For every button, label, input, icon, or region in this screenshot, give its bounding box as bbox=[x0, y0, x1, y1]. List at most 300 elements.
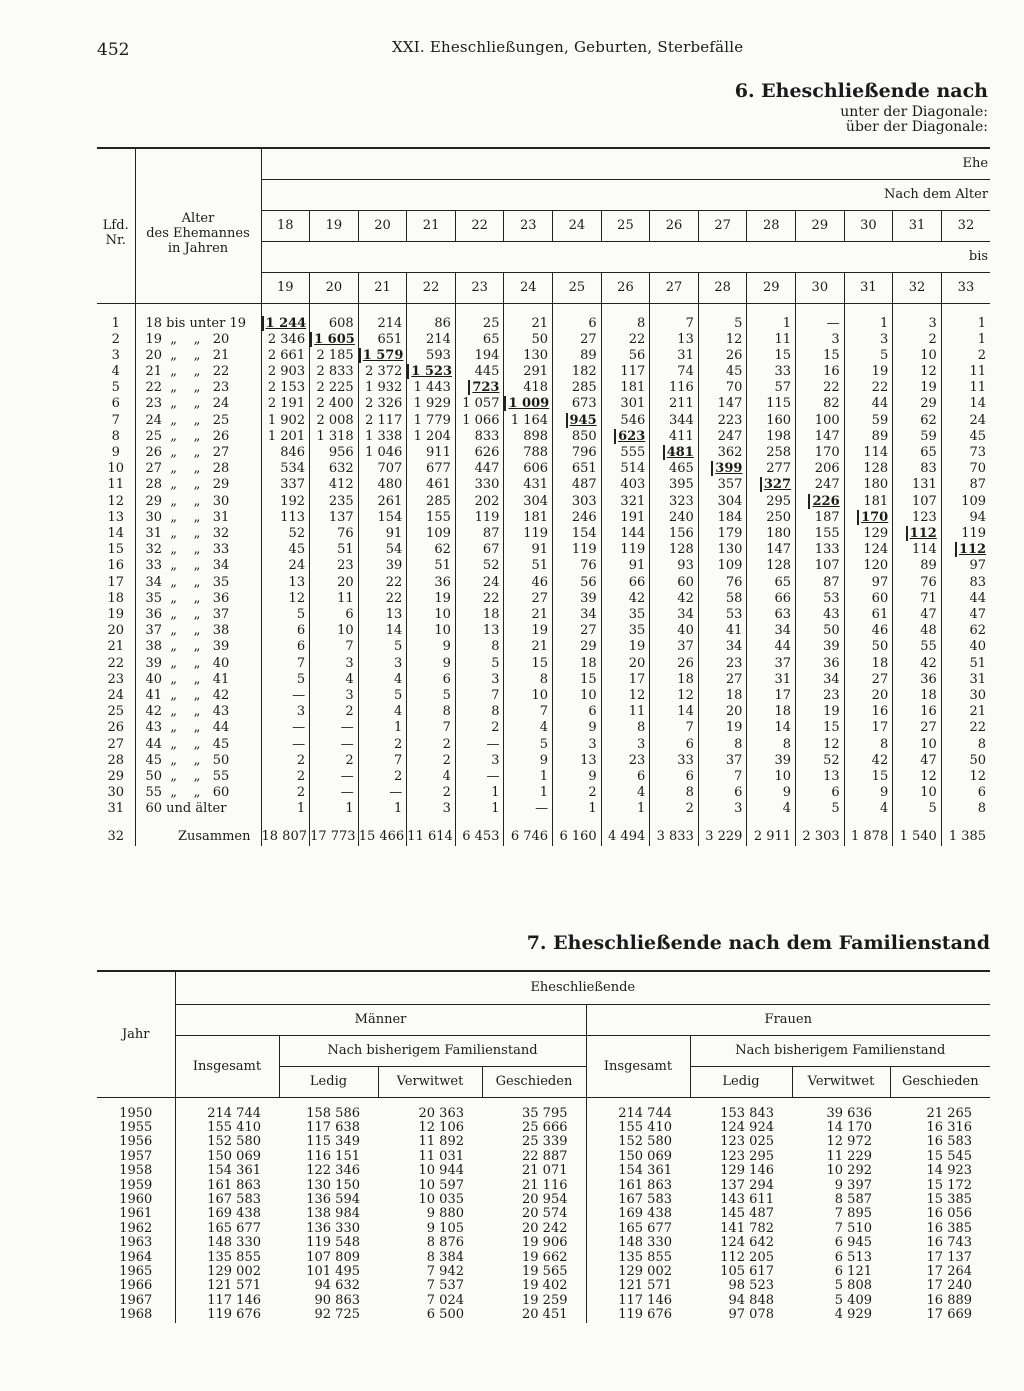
header-women-verwitwet: Verwitwet bbox=[792, 1066, 890, 1097]
table-cell: 121 571 bbox=[586, 1279, 690, 1293]
table-cell: 6 bbox=[553, 303, 602, 332]
row-number: 11 bbox=[97, 477, 135, 493]
table-cell: 92 725 bbox=[314, 1307, 360, 1323]
diagonal-value: 1 523 bbox=[407, 364, 452, 379]
table-cell: 124 642 bbox=[720, 1235, 774, 1251]
table-cell: 17 669 bbox=[926, 1307, 973, 1323]
table-cell: 1 929 bbox=[407, 396, 456, 412]
table-cell: 54 bbox=[358, 542, 407, 558]
table-cell: 9 880 bbox=[426, 1206, 464, 1222]
table-cell: 7 bbox=[358, 753, 407, 769]
header-bis: bis bbox=[261, 241, 990, 272]
table-cell: 677 bbox=[407, 461, 456, 477]
table-cell: 87 bbox=[796, 575, 845, 591]
table-cell: 235 bbox=[310, 494, 359, 510]
table-cell: 3 bbox=[553, 737, 602, 753]
year-cell: 1950 bbox=[119, 1105, 153, 1121]
header-to-age: 28 bbox=[698, 272, 747, 303]
table-row bbox=[97, 720, 990, 736]
table-cell: 147 bbox=[698, 396, 747, 412]
table-cell: 11 bbox=[310, 591, 359, 607]
table-cell: 27 bbox=[698, 672, 747, 688]
table-cell: 117 146 bbox=[586, 1294, 690, 1308]
header-men-insgesamt: Insgesamt bbox=[175, 1035, 279, 1097]
table-row bbox=[97, 607, 990, 623]
table-cell: 135 855 bbox=[175, 1251, 279, 1265]
row-number: 5 bbox=[97, 380, 135, 396]
row-age-group: 35 „ „ 36 bbox=[135, 591, 261, 607]
table-cell: 19 bbox=[796, 704, 845, 720]
table-cell: 5 bbox=[698, 303, 747, 332]
table-cell: 17 264 bbox=[926, 1263, 973, 1279]
table-cell: 8 bbox=[698, 737, 747, 753]
table-cell: 13 bbox=[261, 575, 310, 591]
total-label: Zusammen bbox=[135, 818, 261, 846]
table-row bbox=[97, 1308, 990, 1322]
row-number: 12 bbox=[97, 494, 135, 510]
table-cell: 303 bbox=[553, 494, 602, 510]
table-cell: 626 bbox=[455, 445, 504, 461]
table-cell: 165 677 bbox=[586, 1222, 690, 1236]
table-cell: 27 bbox=[553, 623, 602, 639]
diagonal-value: 112 bbox=[906, 526, 937, 541]
table-cell: 133 bbox=[796, 542, 845, 558]
table-cell: 20 bbox=[844, 688, 893, 704]
table-cell: 114 bbox=[844, 445, 893, 461]
table-cell: 22 bbox=[358, 575, 407, 591]
header-to-age: 33 bbox=[941, 272, 990, 303]
table-cell: 107 bbox=[796, 558, 845, 574]
table-cell: 130 bbox=[698, 542, 747, 558]
table-cell: 20 242 bbox=[522, 1220, 568, 1236]
table-cell: 10 bbox=[747, 769, 796, 785]
table-cell: 6 bbox=[261, 623, 310, 639]
header-maenner: Männer bbox=[175, 1004, 586, 1035]
diagonal-cell bbox=[310, 332, 359, 348]
table-cell: 34 bbox=[553, 607, 602, 623]
header-ehe: Ehe bbox=[261, 148, 990, 179]
total-cell: 1 878 bbox=[844, 818, 893, 846]
row-number: 15 bbox=[97, 542, 135, 558]
table-row bbox=[97, 477, 990, 493]
table-cell: 128 bbox=[650, 542, 699, 558]
row-age-group: 30 „ „ 31 bbox=[135, 510, 261, 526]
diagonal-cell bbox=[407, 364, 456, 380]
table-cell: 15 545 bbox=[926, 1148, 973, 1164]
table-cell: 47 bbox=[893, 607, 942, 623]
table-cell: 5 bbox=[844, 348, 893, 364]
total-cell: 17 773 bbox=[310, 818, 359, 846]
table-cell: 5 bbox=[261, 607, 310, 623]
table-cell: 25 666 bbox=[522, 1119, 568, 1135]
table-cell: 15 bbox=[747, 348, 796, 364]
table-cell: 70 bbox=[941, 461, 990, 477]
table-cell: 14 bbox=[358, 623, 407, 639]
row-number: 29 bbox=[97, 769, 135, 785]
table-cell: 18 bbox=[698, 688, 747, 704]
row-age-group: 21 „ „ 22 bbox=[135, 364, 261, 380]
row-number: 13 bbox=[97, 510, 135, 526]
row-number: 21 bbox=[97, 639, 135, 655]
diagonal-value: 112 bbox=[955, 542, 986, 557]
total-row-number: 32 bbox=[97, 818, 135, 846]
year-cell: 1964 bbox=[119, 1249, 153, 1265]
table-row bbox=[97, 526, 990, 542]
table-cell: 1 779 bbox=[407, 413, 456, 429]
header-to-age: 21 bbox=[358, 272, 407, 303]
table-cell: 261 bbox=[358, 494, 407, 510]
table-cell: 323 bbox=[650, 494, 699, 510]
table-cell: 181 bbox=[504, 510, 553, 526]
table-cell: 12 bbox=[893, 364, 942, 380]
header-from-age: 20 bbox=[358, 210, 407, 241]
table-cell: 60 bbox=[844, 591, 893, 607]
table-cell: 51 bbox=[407, 558, 456, 574]
row-number: 6 bbox=[97, 396, 135, 412]
table-cell: 1 443 bbox=[407, 380, 456, 396]
table-cell: 59 bbox=[844, 413, 893, 429]
row-age-group: 32 „ „ 33 bbox=[135, 542, 261, 558]
table-cell: 51 bbox=[941, 656, 990, 672]
year-cell: 1959 bbox=[119, 1177, 153, 1193]
table-cell: 6 bbox=[407, 672, 456, 688]
header-to-age: 22 bbox=[407, 272, 456, 303]
table-cell: 2 372 bbox=[358, 364, 407, 380]
table-cell: 124 bbox=[844, 542, 893, 558]
table-cell: 3 bbox=[407, 801, 456, 817]
diagonal-value: 481 bbox=[663, 445, 694, 460]
table-cell: 150 069 bbox=[175, 1150, 279, 1164]
table-cell: 8 587 bbox=[834, 1191, 872, 1207]
table-cell: 10 bbox=[407, 607, 456, 623]
table-cell: 14 923 bbox=[926, 1163, 973, 1179]
table-cell: 141 782 bbox=[720, 1220, 774, 1236]
table-cell: 6 945 bbox=[834, 1235, 872, 1251]
table-cell: 606 bbox=[504, 461, 553, 477]
table-cell: 42 bbox=[893, 656, 942, 672]
table-cell: 11 bbox=[601, 704, 650, 720]
row-age-group: 27 „ „ 28 bbox=[135, 461, 261, 477]
table-cell: 3 bbox=[455, 753, 504, 769]
row-number: 4 bbox=[97, 364, 135, 380]
table-cell: 35 bbox=[601, 607, 650, 623]
total-cell: 3 833 bbox=[650, 818, 699, 846]
table-row bbox=[97, 510, 990, 526]
table-cell: 56 bbox=[601, 348, 650, 364]
header-women-nach-stand: Nach bisherigem Familienstand bbox=[690, 1035, 990, 1066]
table-cell: — bbox=[310, 769, 359, 785]
header-women-insgesamt: Insgesamt bbox=[586, 1035, 690, 1097]
table-cell: 2 bbox=[261, 753, 310, 769]
table-cell: 7 bbox=[504, 704, 553, 720]
row-age-group: 55 „ „ 60 bbox=[135, 785, 261, 801]
header-men-ledig: Ledig bbox=[279, 1066, 378, 1097]
table-cell: 128 bbox=[747, 558, 796, 574]
year-cell: 1963 bbox=[119, 1235, 153, 1251]
table-cell: 119 bbox=[941, 526, 990, 542]
table-cell: 187 bbox=[796, 510, 845, 526]
table-cell: 247 bbox=[698, 429, 747, 445]
table-cell: 48 bbox=[893, 623, 942, 639]
table-cell: 35 bbox=[601, 623, 650, 639]
table-cell: 27 bbox=[553, 332, 602, 348]
table-cell: 44 bbox=[844, 396, 893, 412]
table-row bbox=[97, 801, 990, 817]
table-cell: 247 bbox=[796, 477, 845, 493]
table-cell: 1 bbox=[310, 801, 359, 817]
row-age-group: 25 „ „ 26 bbox=[135, 429, 261, 445]
table-row bbox=[97, 1207, 990, 1221]
table-cell: 147 bbox=[796, 429, 845, 445]
table-cell: 181 bbox=[601, 380, 650, 396]
table-cell: 46 bbox=[844, 623, 893, 639]
table-cell: 1 bbox=[747, 303, 796, 332]
table-cell: 12 bbox=[601, 688, 650, 704]
table-cell: 191 bbox=[601, 510, 650, 526]
table-cell: 8 bbox=[941, 737, 990, 753]
total-cell: 3 229 bbox=[698, 818, 747, 846]
table-cell: 2 bbox=[407, 737, 456, 753]
table-cell: 119 548 bbox=[306, 1235, 360, 1251]
table-cell: 1 bbox=[504, 785, 553, 801]
table-cell: 119 676 bbox=[586, 1308, 690, 1322]
table-cell: 956 bbox=[310, 445, 359, 461]
row-age-group: 34 „ „ 35 bbox=[135, 575, 261, 591]
table-cell: 7 bbox=[261, 656, 310, 672]
diagonal-cell bbox=[358, 348, 407, 364]
diagonal-cell bbox=[553, 413, 602, 429]
year-cell: 1956 bbox=[119, 1134, 153, 1150]
table-cell: 21 bbox=[504, 607, 553, 623]
table-cell: 546 bbox=[601, 413, 650, 429]
table-cell: 45 bbox=[698, 364, 747, 380]
table-cell: 11 bbox=[941, 364, 990, 380]
table-cell: 9 bbox=[747, 785, 796, 801]
table-cell: 165 677 bbox=[175, 1222, 279, 1236]
table-cell: 411 bbox=[650, 429, 699, 445]
table-cell: — bbox=[310, 737, 359, 753]
table-cell: 66 bbox=[601, 575, 650, 591]
table-cell: 46 bbox=[504, 575, 553, 591]
table-cell: 6 bbox=[650, 737, 699, 753]
table-cell: 2 bbox=[310, 753, 359, 769]
table-cell: 144 bbox=[601, 526, 650, 542]
header-frauen: Frauen bbox=[586, 1004, 990, 1035]
table-cell: 487 bbox=[553, 477, 602, 493]
header-from-age: 27 bbox=[698, 210, 747, 241]
header-from-age: 31 bbox=[893, 210, 942, 241]
row-age-group: 29 „ „ 30 bbox=[135, 494, 261, 510]
table-cell: 12 bbox=[650, 688, 699, 704]
table-cell: 4 bbox=[844, 801, 893, 817]
header-men-nach-stand: Nach bisherigem Familienstand bbox=[279, 1035, 586, 1066]
header-to-age: 23 bbox=[455, 272, 504, 303]
table-cell: 285 bbox=[407, 494, 456, 510]
row-number: 31 bbox=[97, 801, 135, 817]
table-cell: 120 bbox=[844, 558, 893, 574]
row-age-group: 31 „ „ 32 bbox=[135, 526, 261, 542]
table-cell: 2 bbox=[358, 769, 407, 785]
table-cell: 20 954 bbox=[522, 1191, 568, 1207]
row-number: 23 bbox=[97, 672, 135, 688]
row-number: 24 bbox=[97, 688, 135, 704]
table-cell: 337 bbox=[261, 477, 310, 493]
table-row bbox=[97, 737, 990, 753]
table-cell: 34 bbox=[698, 639, 747, 655]
table-cell: 158 586 bbox=[306, 1105, 360, 1121]
table-cell: 4 bbox=[358, 672, 407, 688]
table-row bbox=[97, 364, 990, 380]
diagonal-cell bbox=[455, 380, 504, 396]
table-cell: 154 bbox=[553, 526, 602, 542]
table-cell: 50 bbox=[941, 753, 990, 769]
table-cell: 19 bbox=[601, 639, 650, 655]
table-cell: 27 bbox=[893, 720, 942, 736]
table-cell: 1 bbox=[455, 801, 504, 817]
table-cell: 4 bbox=[310, 672, 359, 688]
table-cell: 9 bbox=[553, 769, 602, 785]
table-row bbox=[97, 1294, 990, 1308]
table-cell: 91 bbox=[601, 558, 650, 574]
table-cell: 167 583 bbox=[175, 1193, 279, 1207]
header-men-verwitwet: Verwitwet bbox=[378, 1066, 482, 1097]
table-cell: 107 809 bbox=[306, 1249, 360, 1265]
table-cell: 1 bbox=[553, 801, 602, 817]
header-jahr: Jahr bbox=[97, 971, 175, 1097]
table-cell: 295 bbox=[747, 494, 796, 510]
diagonal-value: 623 bbox=[614, 429, 645, 444]
table-cell: 2 346 bbox=[261, 332, 310, 348]
table-cell: 18 bbox=[893, 688, 942, 704]
table-row bbox=[97, 769, 990, 785]
header-from-age: 26 bbox=[650, 210, 699, 241]
table-cell: 2 903 bbox=[261, 364, 310, 380]
table-cell: 20 bbox=[698, 704, 747, 720]
header-to-age: 24 bbox=[504, 272, 553, 303]
header-from-age: 21 bbox=[407, 210, 456, 241]
row-age-group: 44 „ „ 45 bbox=[135, 737, 261, 753]
table-cell: 155 bbox=[407, 510, 456, 526]
table-cell: — bbox=[261, 720, 310, 736]
table-cell: 1 bbox=[504, 769, 553, 785]
year-cell: 1961 bbox=[119, 1206, 153, 1222]
table-cell: 76 bbox=[553, 558, 602, 574]
table-cell: 40 bbox=[650, 623, 699, 639]
table-cell: 10 292 bbox=[826, 1163, 872, 1179]
table-cell: 148 330 bbox=[586, 1236, 690, 1250]
table-cell: 5 bbox=[796, 801, 845, 817]
year-cell: 1960 bbox=[119, 1191, 153, 1207]
table-cell: 117 146 bbox=[175, 1294, 279, 1308]
header-lfd-nr bbox=[97, 148, 135, 303]
row-number: 30 bbox=[97, 785, 135, 801]
table-cell: 10 944 bbox=[418, 1163, 464, 1179]
table-cell: 5 bbox=[261, 672, 310, 688]
row-age-group: 33 „ „ 34 bbox=[135, 558, 261, 574]
header-from-age: 25 bbox=[601, 210, 650, 241]
table-cell: 124 924 bbox=[720, 1119, 774, 1135]
table-cell: 62 bbox=[941, 623, 990, 639]
table-cell: 2 bbox=[455, 720, 504, 736]
table-cell: 2 833 bbox=[310, 364, 359, 380]
table-cell: 29 bbox=[893, 396, 942, 412]
table-cell: 117 638 bbox=[306, 1119, 360, 1135]
table-cell: 129 002 bbox=[175, 1265, 279, 1279]
table-row bbox=[97, 332, 990, 348]
table-cell: 214 bbox=[358, 303, 407, 332]
diagonal-cell bbox=[893, 526, 942, 542]
table-cell: 43 bbox=[796, 607, 845, 623]
table-cell: 18 bbox=[747, 704, 796, 720]
table-cell: — bbox=[310, 785, 359, 801]
table-cell: 114 bbox=[893, 542, 942, 558]
table-cell: 1 201 bbox=[261, 429, 310, 445]
table-cell: 83 bbox=[941, 575, 990, 591]
table-row bbox=[97, 429, 990, 445]
table-cell: 17 240 bbox=[926, 1278, 973, 1294]
table-cell: 301 bbox=[601, 396, 650, 412]
table-cell: 119 676 bbox=[175, 1308, 279, 1322]
table-cell: 19 402 bbox=[522, 1278, 568, 1294]
row-age-group: 19 „ „ 20 bbox=[135, 332, 261, 348]
table-cell: 91 bbox=[358, 526, 407, 542]
table-cell: 3 bbox=[844, 332, 893, 348]
table-cell: 608 bbox=[310, 303, 359, 332]
diagonal-value: 1 244 bbox=[262, 316, 307, 331]
table-cell: 89 bbox=[553, 348, 602, 364]
table-cell: 76 bbox=[893, 575, 942, 591]
total-cell: 15 466 bbox=[358, 818, 407, 846]
table-cell: 87 bbox=[941, 477, 990, 493]
table-cell: 170 bbox=[796, 445, 845, 461]
row-number: 19 bbox=[97, 607, 135, 623]
row-number: 28 bbox=[97, 753, 135, 769]
table-cell: 42 bbox=[844, 753, 893, 769]
table-cell: 39 bbox=[747, 753, 796, 769]
table-cell: 19 bbox=[504, 623, 553, 639]
table-cell: 181 bbox=[844, 494, 893, 510]
table-cell: 117 bbox=[601, 364, 650, 380]
diagonal-value: 1 605 bbox=[310, 332, 355, 347]
table-cell: 2 153 bbox=[261, 380, 310, 396]
header-from-age: 30 bbox=[844, 210, 893, 241]
table-cell: 911 bbox=[407, 445, 456, 461]
table-cell: 1 bbox=[844, 303, 893, 332]
table-cell: 2 bbox=[553, 785, 602, 801]
table-cell: 632 bbox=[310, 461, 359, 477]
table-cell: 593 bbox=[407, 348, 456, 364]
header-to-age: 31 bbox=[844, 272, 893, 303]
table-cell: 19 bbox=[844, 364, 893, 380]
table-cell: 74 bbox=[650, 364, 699, 380]
table-cell: 10 bbox=[893, 348, 942, 364]
table-cell: 6 bbox=[601, 769, 650, 785]
total-cell: 1 385 bbox=[941, 818, 990, 846]
header-from-age: 23 bbox=[504, 210, 553, 241]
table-cell: 35 795 bbox=[522, 1105, 568, 1121]
row-number: 16 bbox=[97, 558, 135, 574]
table-cell: 100 bbox=[796, 413, 845, 429]
row-number: 20 bbox=[97, 623, 135, 639]
table-cell: 16 bbox=[893, 704, 942, 720]
table-cell: 27 bbox=[504, 591, 553, 607]
table-cell: 14 bbox=[941, 396, 990, 412]
table-cell: 12 bbox=[261, 591, 310, 607]
table-cell: 36 bbox=[407, 575, 456, 591]
table-cell: 20 363 bbox=[418, 1105, 464, 1121]
table-cell: 33 bbox=[650, 753, 699, 769]
table-cell: 6 bbox=[553, 704, 602, 720]
